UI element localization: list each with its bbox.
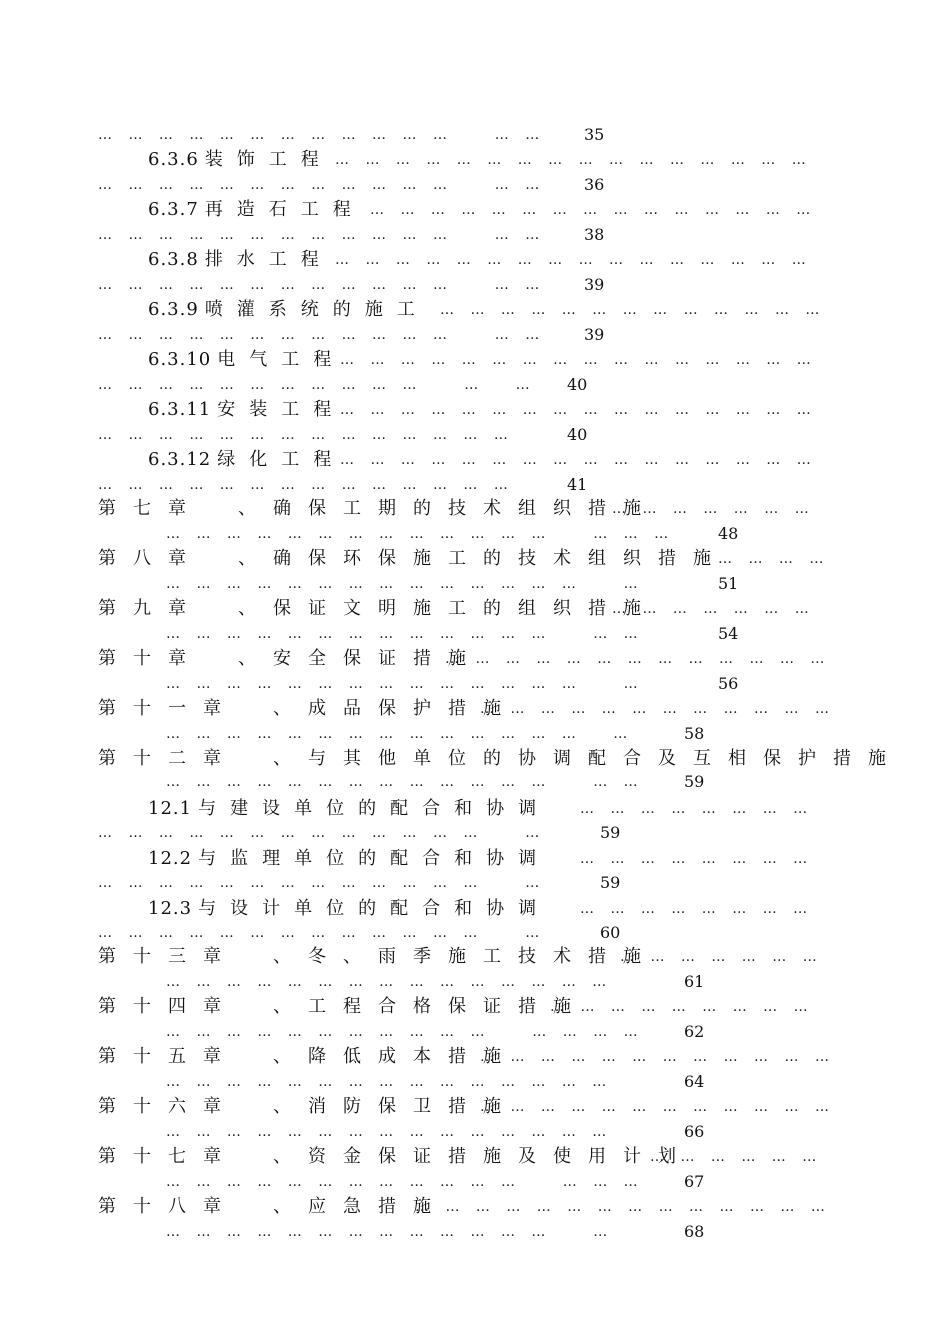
toc-leader: … … … … … … … … … … … … … … … … (340, 402, 817, 418)
toc-leader: … … … … … … … (620, 949, 823, 965)
toc-leader: … … … … … … … … … … … … … … … (166, 626, 644, 642)
toc-chapter-title: 第十五章 、降低成本措施 (98, 1046, 518, 1067)
toc-entry-number: 12.3 (148, 898, 193, 919)
toc-entry-number: 6.3.12 (148, 449, 212, 470)
toc-leader: … … … … … … … … … … … … … … … … (340, 452, 817, 468)
toc-page-number: 59 (684, 772, 705, 791)
toc-entry-title: 安装工程 (217, 399, 346, 420)
toc-page-number: 40 (567, 425, 588, 444)
toc-leader: … … … … … … … … … … … … … … … (166, 676, 644, 692)
toc-chapter-title: 第九章 、保证文明施工的组织措施 (98, 598, 658, 619)
toc-leader: … … … … … … … … … … … … … … … … (335, 152, 812, 168)
toc-page-number: 39 (584, 325, 605, 344)
toc-leader: … … … … … … … … … … … … … … (98, 427, 514, 443)
toc-leader: … … … … … … … … … … … … … … … (166, 1024, 644, 1040)
toc-chapter-title: 第十八章 、应急措施 (98, 1196, 448, 1217)
toc-chapter-title: 第七章 、确保工期的技术组织措施 (98, 498, 658, 519)
toc-leader: … … … … (718, 551, 830, 567)
toc-entry-title: 排水工程 (204, 249, 333, 270)
toc-leader: … … … … … … … … … … … … … … (98, 127, 546, 143)
toc-chapter-title: 第十七章 、资金保证措施及使用计划 (98, 1146, 693, 1167)
toc-page-number: 62 (684, 1022, 705, 1041)
toc-page-number: 58 (684, 724, 705, 743)
toc-leader: … … … … … … … … … … … … … … … (166, 576, 644, 592)
toc-entry-number: 6.3.11 (148, 399, 212, 420)
toc-leader: … … … … … … … … … … … … … … (98, 477, 514, 493)
toc-leader: … … … … … … … … … … … … … … (98, 327, 546, 343)
toc-chapter-title: 第十一章 、成品保护措施 (98, 698, 518, 719)
toc-entry-title: 再造石工程 (204, 199, 365, 220)
toc-chapter-title: 第十六章 、消防保卫措施 (98, 1096, 518, 1117)
toc-page-number: 59 (600, 873, 621, 892)
toc-chapter-title: 第十三章 、冬、雨季施工技术措施 (98, 946, 658, 967)
toc-page-number: 56 (718, 674, 739, 693)
toc-leader: … … … … … … … … … … … … … … … (166, 974, 613, 990)
toc-entry-title: 喷灌系统的施工 (204, 299, 429, 320)
toc-entry-title: 电气工程 (217, 349, 346, 370)
toc-leader: … … … … … … … … … … … … … … … (166, 1124, 613, 1140)
toc-leader: … … … … … … … … … … … … … … (98, 227, 546, 243)
toc-leader: … … … … … … … … … … … … … (98, 377, 536, 393)
toc-leader: … … … … … … … … … … … … … … … (370, 202, 817, 218)
toc-page-number: 35 (584, 125, 605, 144)
toc-leader: … … … … … … … … … (550, 999, 814, 1015)
toc-page-number: 41 (567, 475, 588, 494)
toc-entry-title: 装饰工程 (204, 149, 333, 170)
toc-entry-number: 12.1 (148, 798, 193, 819)
toc-chapter-title: 第十二章 、与其他单位的协调配合及互相保护措施 (98, 748, 903, 769)
toc-leader: … … … … … … … … … … … … … (440, 302, 826, 318)
toc-leader: … … … … … … … … … … … … … … (98, 875, 546, 891)
toc-entry-title: 与建设单位的配合和协调 (198, 798, 551, 819)
toc-page-number: 39 (584, 275, 605, 294)
toc-page-number: 68 (684, 1222, 705, 1241)
toc-page-number: 60 (600, 923, 621, 942)
toc-page-number: 40 (567, 375, 588, 394)
toc-page-number: 48 (718, 524, 739, 543)
toc-page-number: 67 (684, 1172, 705, 1191)
toc-page-number: 64 (684, 1072, 705, 1091)
toc-entry-number: 6.3.8 (148, 249, 199, 270)
toc-entry-number: 6.3.10 (148, 349, 212, 370)
toc-page-number: 38 (584, 225, 605, 244)
toc-entry-number: 12.2 (148, 848, 193, 869)
toc-leader: … … … … … … … … … … … … … … … (166, 1174, 644, 1190)
toc-entry-number: 6.3.6 (148, 149, 199, 170)
toc-chapter-title: 第八章 、确保环保施工的技术组织措施 (98, 548, 728, 569)
toc-leader: … … … … … … … … … … … … (480, 1049, 835, 1065)
toc-chapter[interactable] (98, 746, 903, 772)
toc-leader: … … … … … … … (612, 501, 815, 517)
toc-leader: … … … … … … … … … … … … … … … … (340, 352, 817, 368)
toc-leader: … … … … … … … … … … … … … … (415, 1199, 831, 1215)
toc-leader: … … … … … … … … … … … … … … … (166, 726, 634, 742)
toc-leader: … … … … … … … … … … … … (480, 701, 835, 717)
toc-leader: … … … … … … … … … … … … … … … (166, 1074, 613, 1090)
toc-entry-number: 6.3.7 (148, 199, 199, 220)
toc-leader: … … … … … … … … (580, 901, 814, 917)
toc-leader: … … … … … … … … … … … … … … (166, 1224, 614, 1240)
toc-page-number: 54 (718, 624, 739, 643)
toc-chapter-title: 第十章 、安全保证措施 (98, 648, 483, 669)
toc-leader: … … … … … … … … (580, 801, 814, 817)
toc-leader: … … … … … … … … … … … … … … … … (335, 252, 812, 268)
toc-leader: … … … … … … … (612, 601, 815, 617)
toc-entry-title: 与监理单位的配合和协调 (198, 848, 551, 869)
toc-leader: … … … … … … … … (580, 851, 814, 867)
toc-leader: … … … … … … … … … … … … … … (98, 825, 546, 841)
toc-entry-title: 与设计单位的配合和协调 (198, 898, 551, 919)
toc-leader: … … … … … … (650, 1149, 823, 1165)
toc-page-number: 36 (584, 175, 605, 194)
toc-chapter-title: 第十四章 、工程合格保证措施 (98, 996, 588, 1017)
toc-entry-title: 绿化工程 (217, 449, 346, 470)
toc-page-number: 66 (684, 1122, 705, 1141)
toc-leader: … … … … … … … … … … … … (480, 1099, 835, 1115)
toc-page-number: 51 (718, 574, 739, 593)
toc-page-number: 61 (684, 972, 705, 991)
toc-leader: … … … … … … … … … … … … … … (98, 177, 546, 193)
toc-entry-number: 6.3.9 (148, 299, 199, 320)
toc-leader: … … … … … … … … … … … … … … … … (166, 526, 675, 542)
toc-leader: … … … … … … … … … … … … … … (98, 925, 546, 941)
toc-leader: … … … … … … … … … … … … … … … (166, 774, 644, 790)
toc-leader: … … … … … … … … … … … … … (445, 651, 831, 667)
toc-leader: … … … … … … … … … … … … … … (98, 277, 546, 293)
toc-page-number: 59 (600, 823, 621, 842)
